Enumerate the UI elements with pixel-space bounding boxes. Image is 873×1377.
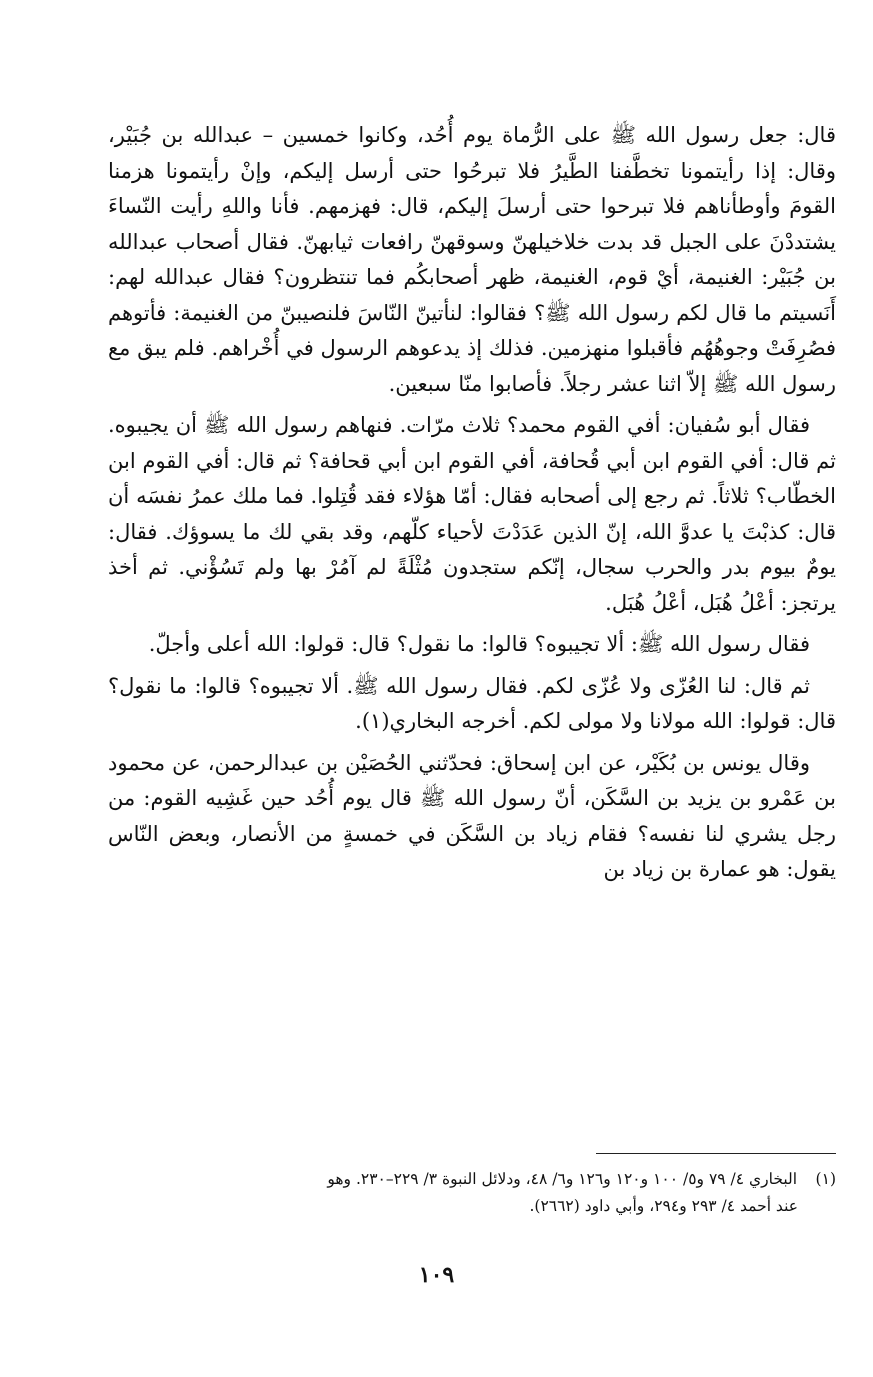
paragraph-3: فقال رسول الله ﷺ: ألا تجيبوه؟ قالوا: ما نقول؟ قال: قولوا: الله أعلى وأجلّ. (148, 632, 810, 656)
footnote-marker: (١) (815, 1170, 836, 1188)
paragraph-2: فقال أبو سُفيان: أفي القوم محمد؟ ثلاث مرّات. فنهاهم رسول الله ﷺ أن يجيبوه. ثم قال: أفي القوم ابن أبي قُحافة، أفي القوم ابن أبي قحافة؟ ثم قال: أفي القوم ابن الخطّاب؟ ثلاثاً. ثم رجع إلى أصحابه فقال: أمّا هؤلاء فقد قُتِلوا. فما ملك عمرُ نفسَه أن قال: كذبْتَ يا عدوَّ الله، إنّ الذين عَدَدْتَ لأحياء كلّهم، وقد بقي لك ما يسوؤك. فقال: يومٌ بيوم بدر والحرب سجال، إنّكم ستجدون مُثْلَةً لم آمُرْ بها ولم تَسُؤْني. ثم أخذ يرتجز: أعْلُ هُبَل، أعْلُ هُبَل. (108, 413, 836, 615)
footnote (108, 1166, 836, 1220)
footnote-line-2: عند أحمد ٤/ ٢٩٣ و٢٩٤، وأبي داود (٢٦٦٢). (529, 1197, 798, 1215)
page-number: ١٠٩ (418, 1262, 455, 1288)
main-text (108, 118, 836, 894)
paragraph-4: ثم قال: لنا العُزّى ولا عُزّى لكم. فقال رسول الله ﷺ. ألا تجيبوه؟ قالوا: ما نقول؟ قال: قولوا: الله مولانا ولا مولى لكم. أخرجه البخاري(١). (108, 673, 836, 733)
paragraph-5: وقال يونس بن بُكَيْر، عن ابن إسحاق: فحدّثني الحُصَيْن بن عبدالرحمن، عن محمود بن عَمْرو بن يزيد بن السَّكَن، أنّ رسول الله ﷺ قال يوم أُحُد حين غَشِيه القوم: من رجل يشري لنا نفسه؟ فقام زياد بن السَّكَن في خمسةٍ من الأنصار، وبعض النّاس يقول: هو عمارة بن زياد بن (108, 750, 836, 881)
footnote-line-1 (108, 1166, 836, 1193)
paragraph-1: قال: جعل رسول الله ﷺ على الرُّماة يوم أُحُد، وكانوا خمسين – عبدالله بن جُبَيْر، وقال: إذا رأيتمونا تخطَّفنا الطَّيرُ فلا تبرحُوا حتى أرسل إليكم، وإنْ رأيتمونا هزمنا القومَ وأوطأناهم فلا تبرحوا حتى أرسلَ إليكم، قال: فهزمهم. فأنا واللهِ رأيت النّساءَ يشتددْنَ على الجبل قد بدت خلاخيلهنّ وسوقهنّ رافعات ثيابهنّ. فقال أصحاب عبدالله بن جُبَيْر: الغنيمة، أيْ قوم، الغنيمة، ظهر أصحابكُم فما تنتظرون؟ فقال عبدالله لهم: أَنَسيتم ما قال لكم رسول الله ﷺ؟ فقالوا: لنأتينّ النّاسَ فلنصيبنّ من الغنيمة: فأتوهم فصُرِفَتْ وجوهُهُم فأقبلوا منهزمين. فذلك إذ يدعوهم الرسول في أُخْراهم. فلم يبق مع رسول الله ﷺ إلاّ اثنا عشر رجلاً. فأصابوا منّا سبعين. (108, 123, 837, 396)
footnote-text-1: البخاري ٤/ ٧٩ و٥/ ١٠٠ و١٢٠ و١٢٦ و٦/ ٤٨، ودلائل النبوة ٣/ ٢٢٩–٢٣٠. وهو (327, 1170, 798, 1188)
footnote-divider (596, 1153, 836, 1154)
